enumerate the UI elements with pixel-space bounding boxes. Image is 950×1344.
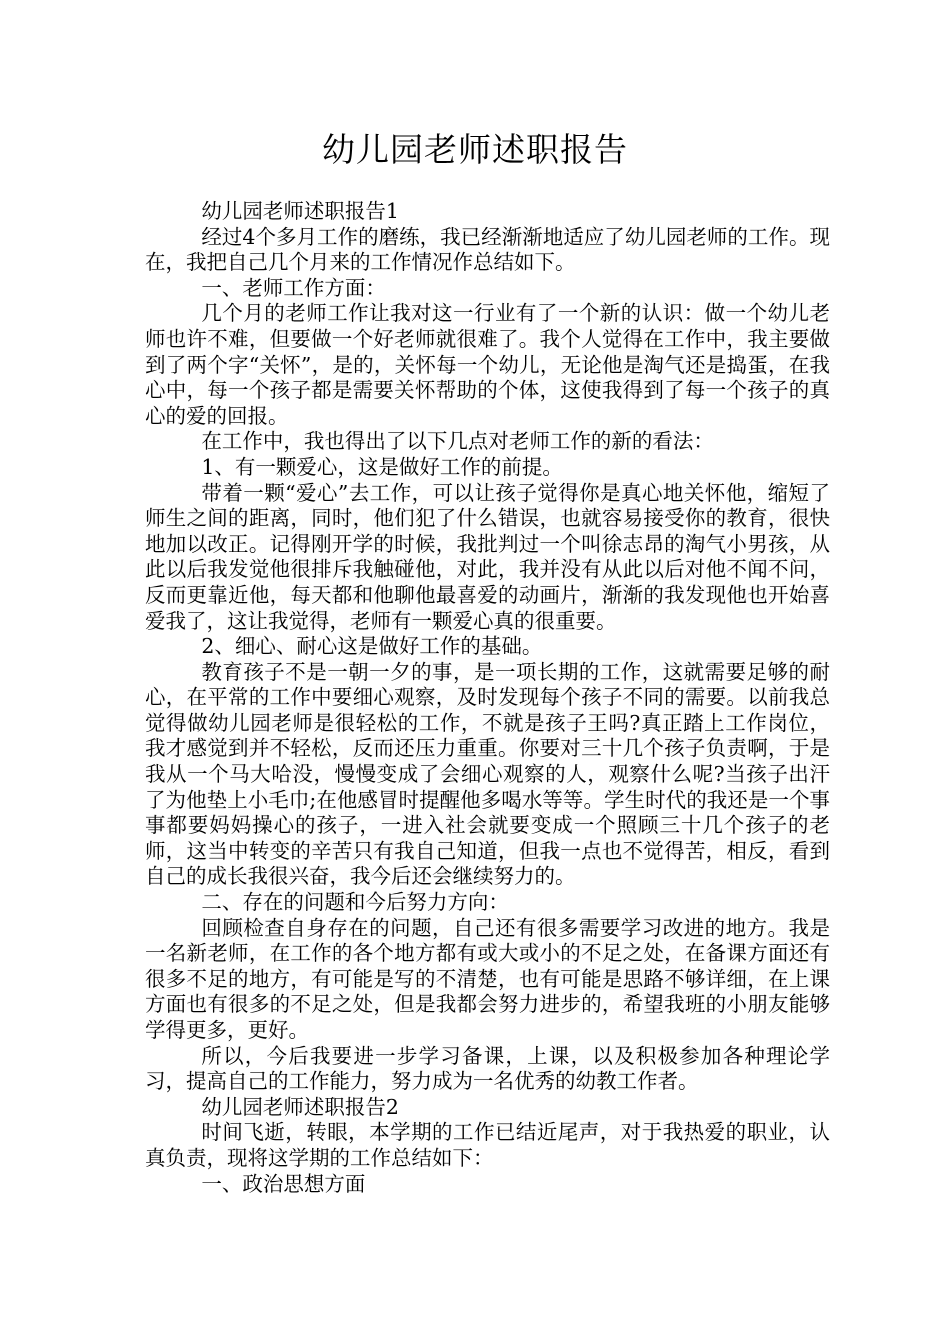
point-heading: 1、有一颗爱心，这是做好工作的前提。: [201, 454, 563, 479]
paragraph: 几个月的老师工作让我对这一行业有了一个新的认识：做一个幼儿老师也许不难，但要做一个好老师就很难了。我个人觉得在工作中，我主要做到了两个字“关怀”，是的，关怀每一个幼儿，无论他是淘气还是捣蛋，在我心中，每一个孩子都是需要关怀帮助的个体，这使我得到了每一个孩子的真心的爱的回报。: [145, 301, 830, 428]
paragraph: 在工作中，我也得出了以下几点对老师工作的新的看法：: [201, 429, 714, 454]
paragraph: 经过4个多月工作的磨练，我已经渐渐地适应了幼儿园老师的工作。现在，我把自己几个月来的工作情况作总结如下。: [145, 224, 830, 275]
report-2-heading: 幼儿园老师述职报告2: [201, 1094, 399, 1119]
paragraph: 回顾检查自身存在的问题，自己还有很多需要学习改进的地方。我是一名新老师，在工作的各个地方都有或大或小的不足之处，在备课方面还有很多不足的地方，有可能是写的不清楚，也有可能是思路不够详细，在上课方面也有很多的不足之处，但是我都会努力进步的，希望我班的小朋友能够学得更多，更好。: [145, 915, 830, 1042]
paragraph: 时间飞逝，转眼，本学期的工作已结近尾声，对于我热爱的职业，认真负责，现将这学期的工作总结如下：: [145, 1120, 830, 1170]
paragraph: 带着一颗“爱心”去工作，可以让孩子觉得你是真心地关怀他，缩短了师生之间的距离，同时，他们犯了什么错误，也就容易接受你的教育，很快地加以改正。记得刚开学的时候，我批判过一个叫徐志昂的淘气小男孩，从此以后我发觉他很排斥我触碰他，对此，我并没有从此以后对他不闻不问，反而更靠近他，每天都和他聊他最喜爱的动画片，渐渐的我发现他也开始喜爱我了，这让我觉得，老师有一颗爱心真的很重要。: [145, 480, 830, 633]
section-heading: 一、老师工作方面：: [201, 275, 386, 300]
paragraph: 所以，今后我要进一步学习备课，上课，以及积极参加各种理论学习，提高自己的工作能力，努力成为一名优秀的幼教工作者。: [145, 1043, 830, 1094]
section-heading: 二、存在的问题和今后努力方向：: [201, 890, 509, 915]
document-title: 幼儿园老师述职报告: [322, 130, 628, 169]
section-heading: 一、政治思想方面: [201, 1171, 366, 1196]
document-body: [145, 199, 830, 1197]
point-heading: 2、细心、耐心这是做好工作的基础。: [201, 634, 543, 659]
report-1-heading: 幼儿园老师述职报告1: [201, 199, 399, 223]
paragraph: 教育孩子不是一朝一夕的事，是一项长期的工作，这就需要足够的耐心，在平常的工作中要细心观察，及时发现每个孩子不同的需要。以前我总觉得做幼儿园老师是很轻松的工作，不就是孩子王吗?真正踏上工作岗位，我才感觉到并不轻松，反而还压力重重。你要对三十几个孩子负责啊，于是我从一个马大哈没，慢慢变成了会细心观察的人，观察什么呢?当孩子出汗了为他垫上小毛巾;在他感冒时提醒他多喝水等等。学生时代的我还是一个事事都要妈妈操心的孩子，一进入社会就要变成一个照顾三十几个孩子的老师，这当中转变的辛苦只有我自己知道，但我一点也不觉得苦，相反，看到自己的成长我很兴奋，我今后还会继续努力的。: [145, 659, 830, 889]
